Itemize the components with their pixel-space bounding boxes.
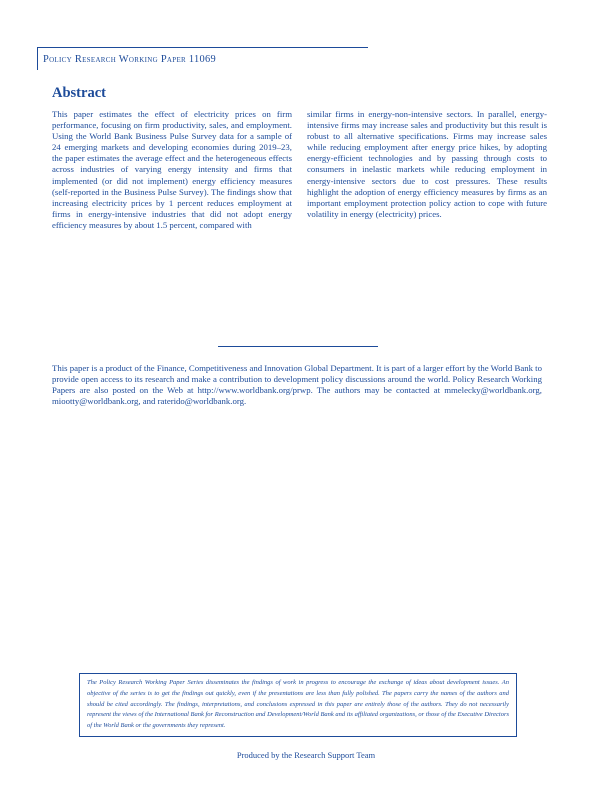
- series-label: Policy Research Working Paper 11069: [43, 54, 216, 65]
- disclaimer-box: [79, 673, 517, 737]
- product-note: This paper is a product of the Finance, Competitiveness and Innovation Global Department. It is part of a larger effort by the World Bank to provide open access to its research and make a contribution to development policy discussions around the world. Policy Research Working Papers are also posted on the Web at http://www.worldbank.org/prwp. The authors may be contacted at mmelecky@worldbank.org, miootty@worldbank.org, and raterido@worldbank.org.: [52, 363, 542, 407]
- section-divider: [218, 346, 378, 347]
- abstract-left-column: This paper estimates the effect of electricity prices on firm performance, focusing on firm productivity, sales, and employment. Using the World Bank Business Pulse Survey data for a sample of 24 emerging markets and developing economies during 2019–23, the paper estimates the average effect and the heterogeneous effects across industries of varying energy intensity and firms that implemented (or did not implement) energy efficiency measures (self-reported in the Business Pulse Survey). The findings show that increasing electricity prices by 1 percent reduces employment at firms in energy-intensive industries that did not adopt energy efficiency measures by about 1.5 percent, compared with: [52, 109, 292, 230]
- series-header-box: [37, 47, 368, 70]
- produced-by-footer: Produced by the Research Support Team: [236, 750, 376, 760]
- abstract-right-column: similar firms in energy-non-intensive sectors. In parallel, energy-intensive firms may increase sales and productivity but this result is robust to all alternative specifications. Firms may increase sales while reducing employment after energy price hikes, by adopting energy-efficient technologies and by passing through costs to consumers in inelastic markets while reducing employment in energy-intensive sectors due to cost pressures. These results highlight the adoption of energy efficiency measures by firms as an important employment protection policy action to cope with future volatility in energy (electricity) prices.: [307, 109, 547, 219]
- abstract-heading: Abstract: [52, 85, 106, 101]
- disclaimer-text: The Policy Research Working Paper Series disseminates the findings of work in progress to encourage the exchange of ideas about development issues. An objective of the series is to get the findings out quickly, even if the presentations are less than fully polished. The papers carry the names of the authors and should be cited accordingly. The findings, interpretations, and conclusions expressed in this paper are entirely those of the authors. They do not necessarily represent the views of the International Bank for Reconstruction and Development/World Bank and its affiliated organizations, or those of the Executive Directors of the World Bank or the governments they represent.: [87, 679, 509, 730]
